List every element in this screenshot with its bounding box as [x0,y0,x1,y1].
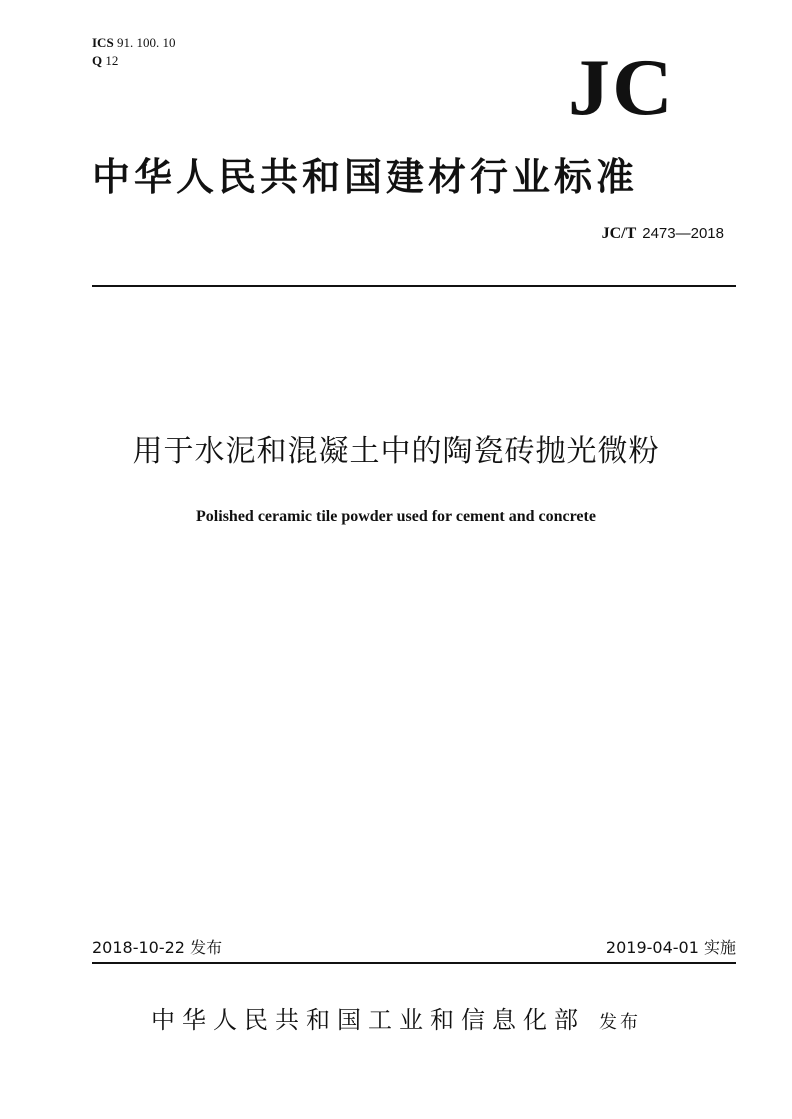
standard-number [602,224,724,243]
publisher-line [0,1000,792,1035]
publish-action: 发布 [599,1012,641,1033]
ccs-code: Q 12 [92,53,119,68]
classification-codes [92,34,175,70]
ics-code: ICS 91. 100. 10 [92,35,176,50]
organization-title: 中华人民共和国建材行业标准 [92,155,639,199]
header-divider [92,285,736,287]
document-title-chinese: 用于水泥和混凝土中的陶瓷砖抛光微粉 [132,434,660,469]
standard-prefix: JC/T [601,225,637,242]
document-title-english: Polished ceramic tile powder used for cement and concrete [196,508,596,525]
standard-code: 2473—2018 [642,225,724,242]
publisher-name: 中华人民共和国工业和信息化部 [151,1006,585,1034]
footer-divider [92,962,736,964]
issue-date: 2018-10-22 发布 [92,938,223,957]
implementation-date: 2019-04-01 实施 [605,938,736,957]
jc-logo: JC [568,44,675,132]
